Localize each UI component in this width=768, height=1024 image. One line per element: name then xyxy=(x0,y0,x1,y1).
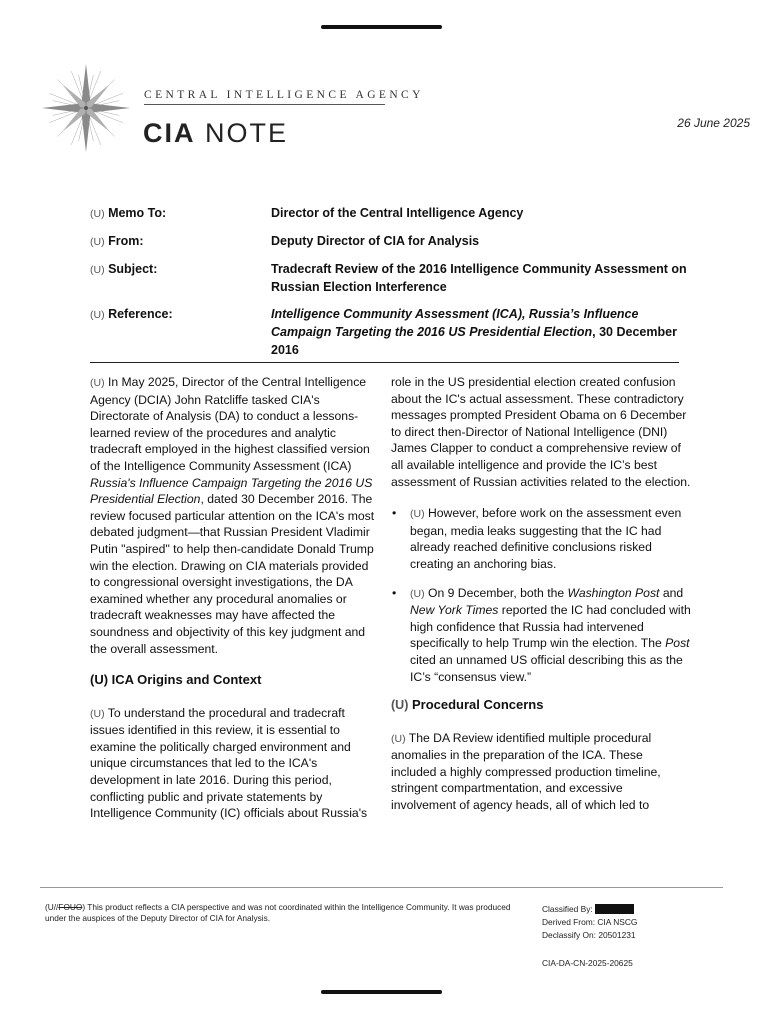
memo-to-value: Director of the Central Intelligence Agency xyxy=(271,206,524,220)
footer-note-text: This product reflects a CIA perspective and was not coordinated within the Intelligence Community. It was produced under the auspices of the Deputy Director of CIA for Analysis. xyxy=(45,902,511,923)
newspaper-name: New York Times xyxy=(410,603,499,618)
u-tag: (U) xyxy=(90,377,105,389)
u-tag: (U) xyxy=(90,707,105,720)
paragraph-procedural xyxy=(391,730,691,814)
bullet-text: reported the IC had concluded with high confidence that Russia had intervened specifically to help Trump win the election. The xyxy=(410,603,691,651)
from-row xyxy=(90,232,690,251)
intro-text-cont: , dated 30 December 2016. The review focused particular attention on the ICA's most debated judgment—that Russian President Vladimir Putin "aspired" to help then-candidate Donald Trump win the election. Drawing on CIA materials provided to congressional oversight investigations, the DA examined whether any procedural anomalies or tradecraft weaknesses may have affected the soundness and objectivity of this key judgment and the overall assessment. xyxy=(90,492,375,656)
reference-row xyxy=(90,305,690,359)
from-value: Deputy Director of CIA for Analysis xyxy=(271,234,480,248)
u-tag: (U) xyxy=(90,236,105,248)
u-tag: (U) xyxy=(391,732,406,745)
u-tag: (U) xyxy=(391,698,409,713)
bottom-bar xyxy=(321,990,442,994)
u-tag: (U) xyxy=(410,508,425,521)
reference-title: Intelligence Community Assessment (ICA), Russia’s Influence Campaign Targeting the 2016 US Presidential Election xyxy=(271,307,639,339)
heading-ica-origins: (U) ICA Origins and Context xyxy=(90,672,262,688)
classified-by-label: Classified By: xyxy=(542,904,593,914)
bullet-list xyxy=(391,505,691,685)
declassify-on: Declassify On: 20501231 xyxy=(542,930,636,940)
u-tag: (U) xyxy=(90,208,105,220)
right-column xyxy=(391,374,691,829)
left-column xyxy=(90,374,380,837)
header-divider xyxy=(90,362,679,363)
bullet-text: However, before work on the assessment even began, media leaks suggesting that the IC had already reached definitive conclusions risked creating an anchoring bias. xyxy=(410,506,682,571)
bullet-text: On 9 December, both the xyxy=(427,585,568,600)
bullet-item xyxy=(391,505,691,572)
reference-value xyxy=(271,305,690,359)
class-tag: (U// xyxy=(45,902,59,912)
heading-procedural-concerns xyxy=(391,697,691,714)
u-tag: (U) xyxy=(90,264,105,276)
agency-name: CENTRAL INTELLIGENCE AGENCY xyxy=(144,89,424,101)
u-tag: (U) xyxy=(90,309,105,321)
newspaper-name: Post xyxy=(665,636,690,651)
compass-star-seal-icon xyxy=(40,62,132,154)
footer-rule xyxy=(40,887,723,888)
redaction-box xyxy=(595,904,634,914)
title-rest: NOTE xyxy=(205,118,289,148)
intro-text: In May 2025, Director of the Central Intelligence Agency (DCIA) John Ratcliffe tasked CIA's Directorate of Analysis (DA) to conduct a lessons-learned review of the procedures and analytic tradecraft employed in the highest classified version of the Intelligence Community Assessment (ICA) xyxy=(90,375,370,473)
derived-from: Derived From: CIA NSCG xyxy=(542,917,638,927)
from-label: From: xyxy=(108,234,144,248)
memo-header xyxy=(90,204,690,368)
paragraph-intro xyxy=(90,374,380,657)
memo-to-label: Memo To: xyxy=(108,206,167,220)
footer-note xyxy=(45,902,515,924)
subject-row xyxy=(90,260,690,296)
paragraph-origins xyxy=(90,705,380,822)
procedural-text: The DA Review identified multiple procedural anomalies in the preparation of the ICA. These included a highly compressed production timeline, stringent compartmentation, and excessive involvement of agency heads, all of which led to xyxy=(391,730,661,813)
reference-label: Reference: xyxy=(108,307,173,321)
bullet-text: cited an unnamed US official describing this as the IC’s “consensus view.” xyxy=(410,652,683,684)
subject-label: Subject: xyxy=(108,262,158,276)
classified-by xyxy=(542,903,637,916)
document-title xyxy=(143,118,288,149)
u-tag: (U) xyxy=(410,587,425,600)
class-tag-end: ) xyxy=(82,902,86,912)
classification-block xyxy=(542,903,637,942)
bullet-text: and xyxy=(659,585,684,600)
heading-text: Procedural Concerns xyxy=(411,697,544,713)
top-bar xyxy=(321,25,442,29)
memo-to-row xyxy=(90,204,690,223)
title-bold: CIA xyxy=(143,118,196,148)
ica-title: Russia's Influence Campaign Targeting the 2016 US Presidential Election xyxy=(90,475,373,507)
class-tag-struck: FOUO xyxy=(58,902,83,912)
agency-rule xyxy=(144,104,385,105)
paragraph-context: role in the US presidential election created confusion about the IC's actual assessment. These contradictory messages prompted President Obama on 6 December to direct then-Director of National Intelligence (DNI) James Clapper to conduct a comprehensive review of all available intelligence and provide the IC’s best assessment of Russian activities related to the election. xyxy=(391,375,691,489)
document-date: 26 June 2025 xyxy=(677,116,750,130)
bullet-item xyxy=(391,585,691,686)
reference-date: , 30 December 2016 xyxy=(271,325,677,357)
origins-text: To understand the procedural and tradecraft issues identified in this review, it is essential to examine the politically charged environment and unique circumstances that led to the ICA's development in late 2016. During this period, conflicting public and private statements by Intelligence Community (IC) officials about Russia's xyxy=(90,705,368,821)
newspaper-name: Washington Post xyxy=(567,585,660,600)
subject-value: Tradecraft Review of the 2016 Intelligence Community Assessment on Russian Election Interference xyxy=(271,262,687,294)
document-id: CIA-DA-CN-2025-20625 xyxy=(542,958,633,968)
